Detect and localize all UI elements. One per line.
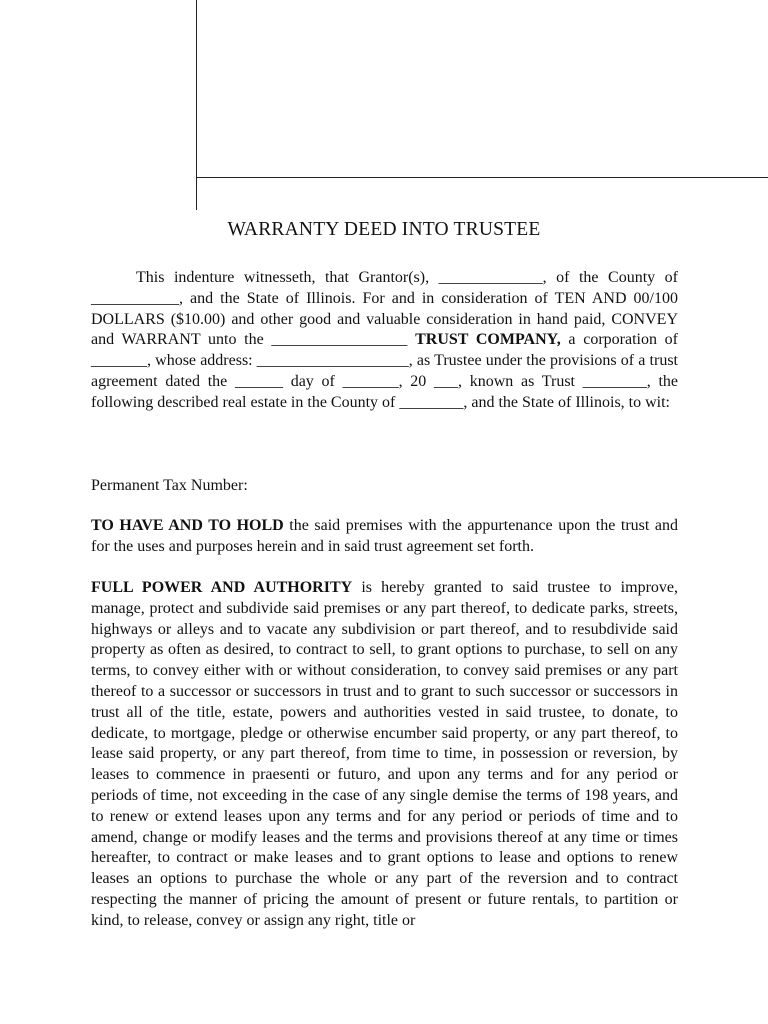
document-body: [91, 268, 678, 932]
legal-description-space: [91, 414, 678, 476]
intro-text-part1: This indenture witnesseth, that Grantor(s), _____________, of the County of ___________, and the State of Illinois. For and in consideration of TEN AND 00/100 DOLLARS ($10.00) and other good and valuable consideration in hand paid, CONVEY and WARRANT unto the _________________: [91, 269, 678, 349]
full-power-paragraph: [91, 578, 678, 932]
spacer: [91, 496, 678, 516]
recording-box-vertical-rule: [196, 0, 197, 210]
intro-trust-company: TRUST COMPANY,: [415, 331, 561, 349]
document-title: [0, 219, 768, 241]
full-power-heading: FULL POWER AND AUTHORITY: [91, 578, 353, 596]
full-power-text: is hereby granted to said trustee to improve, manage, protect and subdivide said premises or any part thereof, to dedicate parks, streets, highways or alleys and to vacate any subdivision or part thereof, and to resubdivide said property as often as desired, to contract to sell, to grant options to purchase, to sell on any terms, to convey either with or without consideration, to convey said premises or any part thereof to a successor or successors in trust and to grant to such successor or successors in trust all of the title, estate, powers and authorities vested in said trustee, to donate, to dedicate, to mortgage, pledge or otherwise encumber said property, or any part thereof, to lease said property, or any part thereof, from time to time, in possession or reversion, by leases to commence in praesenti or futuro, and upon any terms and for any period or periods of time, not exceeding in the case of any single demise the terms of 198 years, and to renew or extend leases upon any terms and for any period or periods of time and to amend, change or modify leases and the terms and provisions thereof at any time or times hereafter, to contract or make leases and to grant options to lease and options to renew leases an options to purchase the whole or any part of the reversion and to contract respecting the manner of pricing the amount of present or future rentals, to partition or kind, to release, convey or assign any right, title or: [91, 578, 678, 929]
recording-box-horizontal-rule: [196, 177, 768, 178]
spacer: [91, 558, 678, 578]
tax-number-label: Permanent Tax Number:: [91, 476, 248, 494]
have-and-hold-paragraph: [91, 516, 678, 558]
intro-text-part2: a corporation of _______, whose address: ___________________, as Trustee under the provisions of a trust agreement dated the ______ day of _______, 20 ___, known as Trust ________, the following described real estate in the County of ________, and the State of Illinois, to wit:: [91, 331, 678, 411]
have-and-hold-text: the said premises with the appurtenance upon the trust and for the uses and purposes herein and in said trust agreement set forth.: [91, 517, 678, 556]
intro-paragraph: [91, 268, 678, 414]
have-and-hold-heading: TO HAVE AND TO HOLD: [91, 517, 284, 535]
document-title-text: WARRANTY DEED INTO TRUSTEE: [227, 219, 541, 240]
